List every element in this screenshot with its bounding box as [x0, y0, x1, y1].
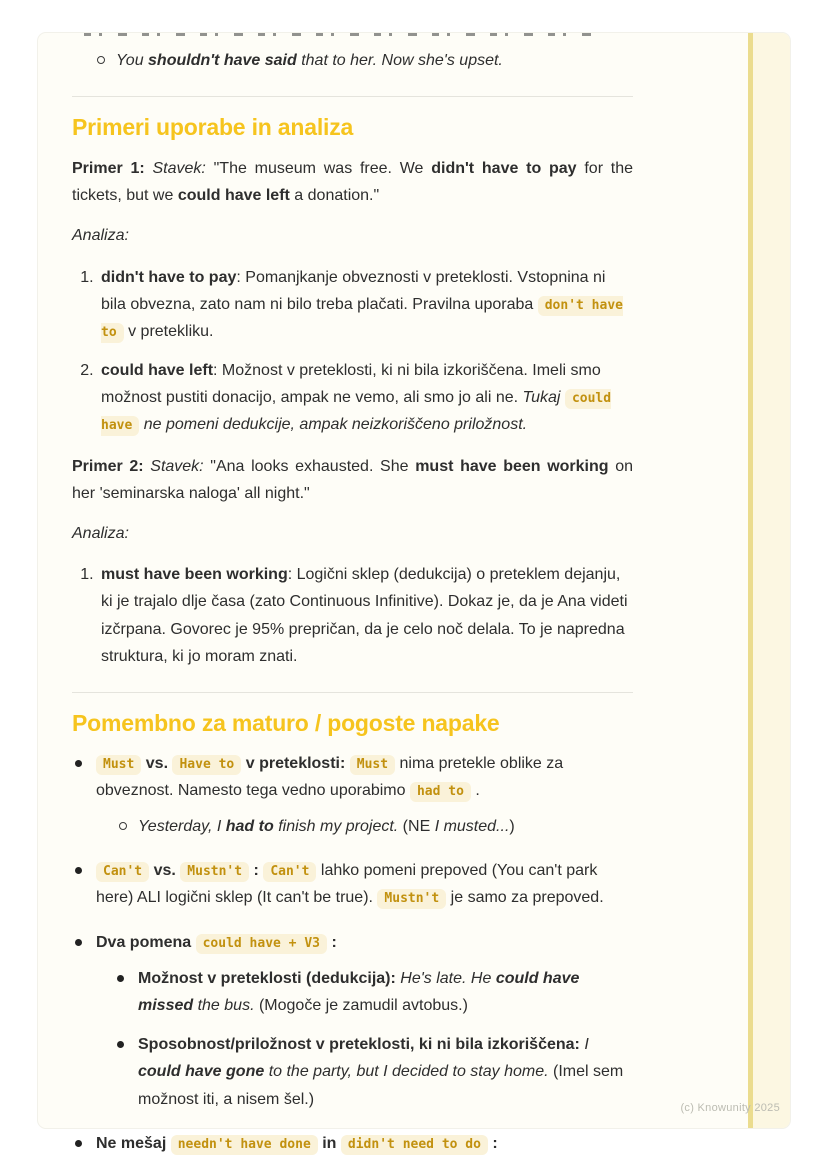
code-chip: could have: [101, 389, 611, 436]
text-run: :: [331, 933, 337, 951]
text-run: nima pretekle oblike za obveznost. Namesto tega vedno uporabimo: [96, 754, 564, 799]
copyright-watermark: (c) Knowunity 2025: [680, 1102, 780, 1114]
bullet-list: [114, 965, 633, 1113]
text-run: finish my project.: [273, 818, 399, 836]
ordered-list: [72, 264, 633, 439]
code-chip: didn't need to do: [341, 1135, 488, 1155]
list-item: [72, 750, 633, 841]
text-run: to the party, but I decided to stay home.: [264, 1063, 549, 1081]
text-run: Ne mešaj: [96, 1134, 167, 1152]
list-item: [114, 813, 633, 840]
section-divider: [72, 96, 633, 97]
text-run: could have left: [101, 362, 214, 380]
list-item: [92, 47, 633, 74]
text-run: Yesterday, I: [138, 818, 226, 836]
text-run: could have left: [177, 187, 290, 205]
text-run: I: [584, 1036, 589, 1054]
text-run: Analiza:: [72, 525, 129, 542]
bullet-list: [114, 813, 633, 840]
text-run: for the tickets, but we: [72, 159, 634, 205]
text-run: on her 'seminarska naloga' all night.": [72, 457, 634, 502]
text-run: Primer 2:: [72, 457, 144, 475]
list-item: [114, 965, 633, 1019]
list-item: [114, 1031, 633, 1113]
code-chip: Must: [96, 755, 141, 775]
document-content: [72, 35, 633, 1174]
text-run: had to: [225, 818, 274, 836]
text-run: (NE: [398, 818, 435, 836]
text-run: could have gone: [138, 1063, 265, 1081]
text-run: : Možnost v preteklosti, ki ni bila izkoriščena. Imeli smo možnost pustiti donacijo, ampak ne vemo, ali smo jo ali ne.: [101, 362, 601, 407]
text-run: must have been working: [101, 566, 288, 584]
text-run: ): [509, 818, 515, 836]
text-run: He's late. He: [400, 969, 496, 987]
text-run: Primer 1:: [72, 159, 145, 177]
list-item: [72, 929, 633, 1113]
text-run: didn't have to pay: [431, 159, 577, 177]
text-run: ne pomeni dedukcije, ampak neizkoriščeno priložnost.: [139, 416, 528, 434]
text-run: You: [116, 52, 149, 69]
section-heading: Primeri uporabe in analiza: [72, 114, 354, 141]
text-run: v preteklosti:: [245, 754, 346, 772]
ordered-list-item: [98, 264, 633, 346]
text-run: Dva pomena: [96, 933, 192, 951]
text-run: .: [470, 781, 480, 799]
text-run: must have been working: [415, 457, 609, 475]
text-run: the bus.: [193, 997, 255, 1014]
text-run: could have missed: [138, 969, 580, 1014]
text-run: lahko pomeni prepoved (You can't park here) ALI logični sklep (It can't be true).: [96, 862, 598, 907]
bullet-list: [92, 47, 633, 74]
text-run: : Logični sklep (dedukcija) o preteklem dejanju, ki je trajalo dlje časa (zato Continuous Infinitive). Dokaz je, da je Ana videti izčrpana. Govorec je 95% prepričan, da je celo noč delala. To je napredna struktura, ki jo moram znati.: [101, 566, 628, 665]
list-item: [72, 857, 633, 911]
section-heading: Pomembno za maturo / pogoste napake: [72, 709, 500, 736]
paragraph: [72, 155, 633, 209]
text-run: [191, 934, 195, 951]
text-run: (Imel sem možnost iti, a nisem šel.): [138, 1063, 624, 1108]
text-run: Možnost v preteklosti (dedukcija):: [138, 969, 396, 987]
text-run: :: [492, 1134, 498, 1152]
text-run: Sposobnost/priložnost v preteklosti, ki ni bila izkoriščena:: [138, 1036, 580, 1054]
ordered-list-item: [98, 561, 633, 670]
bullet-list: [72, 750, 633, 1157]
text-run: vs.: [145, 754, 169, 772]
page-edge-accent-panel: [753, 33, 790, 1128]
text-run: in: [322, 1134, 337, 1152]
text-run: Stavek:: [152, 159, 206, 177]
paragraph: [72, 453, 633, 507]
text-run: that to her. Now she's upset.: [296, 52, 503, 69]
paragraph: [72, 222, 633, 249]
ordered-list-item: [98, 357, 633, 439]
code-chip: Can't: [96, 862, 149, 882]
notes-page-card: [38, 33, 790, 1152]
text-run: vs.: [153, 862, 176, 880]
text-run: v pretekliku.: [123, 322, 214, 340]
code-chip: Mustn't: [377, 889, 446, 909]
list-item: [72, 1130, 633, 1157]
code-chip: had to: [410, 782, 471, 802]
paragraph: [72, 520, 633, 547]
code-chip: Must: [350, 755, 395, 775]
code-chip: Have to: [172, 755, 241, 775]
text-run: Analiza:: [72, 227, 129, 245]
text-run: (Mogoče je zamudil avtobus.): [254, 997, 468, 1014]
code-chip: Mustn't: [180, 862, 249, 882]
text-run: Stavek:: [150, 457, 204, 475]
section-divider: [72, 692, 633, 693]
text-run: "Ana looks exhausted. She: [203, 457, 416, 475]
text-run: :: [253, 862, 259, 880]
code-chip: could have + V3: [196, 934, 327, 954]
page-edge-accent-line: [748, 33, 753, 1128]
text-run: : Pomanjkanje obveznosti v preteklosti. Vstopnina ni bila obvezna, zato nam ni bilo treba plačati. Pravilna uporaba: [101, 268, 606, 313]
text-run: didn't have to pay: [101, 268, 237, 286]
text-run: je samo za prepoved.: [446, 889, 604, 907]
code-chip: don't have to: [101, 296, 623, 343]
text-run: Tukaj: [522, 389, 565, 407]
text-run: a donation.": [289, 187, 380, 205]
code-chip: Can't: [263, 862, 316, 882]
text-run: shouldn't have said: [148, 52, 297, 69]
code-chip: needn't have done: [171, 1135, 318, 1155]
text-run: "The museum was free. We: [205, 159, 432, 177]
text-run: I musted...: [434, 818, 510, 836]
ordered-list: [72, 561, 633, 670]
